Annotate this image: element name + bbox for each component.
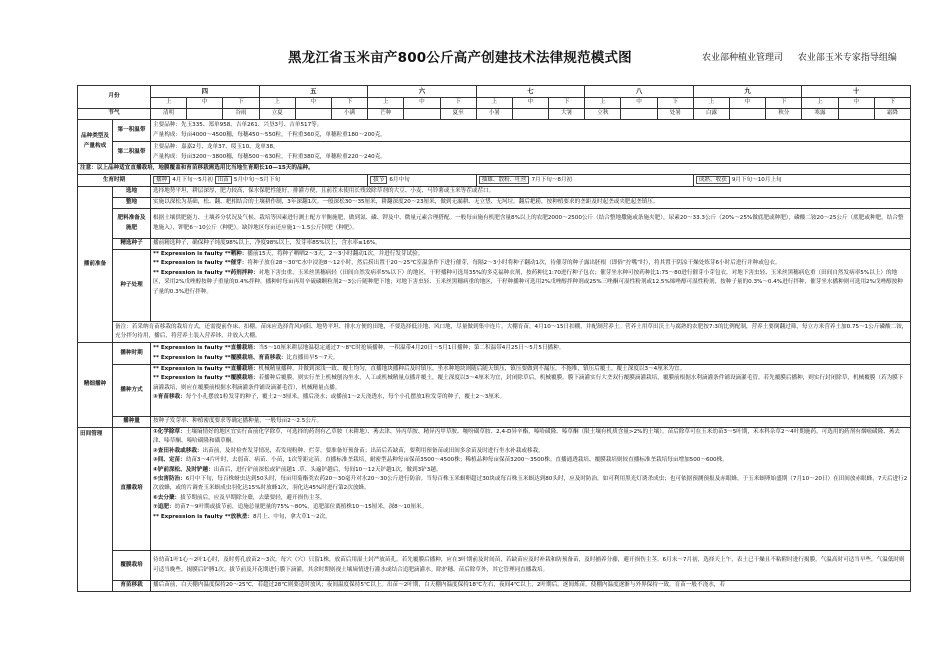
period-header: 生育时期 [78,175,151,187]
select-text: 选择地势平坦，耕层深厚，肥力较高，保水保肥性能好，排灌方便，且前茬未使用长残效除草剂的大豆、小麦、马铃薯或玉米等茬或茬口。 [151,187,911,198]
seed-treat-label: 种子处理 [113,250,151,322]
xun-cell: 下 [331,98,367,109]
zone2-label: 第二积温带 [113,142,151,164]
prep-header: 播前准备 [78,187,113,343]
solar-term [187,109,223,120]
xun-cell: 下 [766,98,802,109]
solar-term: 清明 [151,109,187,120]
xun-cell: 下 [657,98,693,109]
xun-cell: 中 [838,98,874,109]
seedbed-label: 育苗移栽 [113,581,151,592]
direct-label: 直播栽培 [113,428,151,551]
solar-term: 白露 [693,109,729,120]
variety-header: 品种类型及产量构成 [78,120,113,164]
seed-select-label: 精选种子 [113,239,151,250]
xun-cell: 中 [512,98,548,109]
solar-term: 寒露 [802,109,838,120]
zone1-label: 第一积温带 [113,120,151,142]
solar-term [512,109,548,120]
period-harvest: 成熟、收获 [696,176,730,184]
period-sowing: 播种 [153,176,170,184]
technical-pattern-table [77,85,911,592]
fert-label: 肥料准备及施肥 [113,209,151,239]
period-tasseling-cell [476,175,693,187]
solar-term: 处暑 [657,109,693,120]
xun-cell: 中 [295,98,331,109]
xun-cell: 中 [621,98,657,109]
solar-term: 立秋 [585,109,621,120]
fert-text: 根据土壤供肥能力、土壤养分状况及气候、栽培等因素进行测土配方平衡施肥，做到氮、磷、钾及中、微量元素合理搭配。一般每亩施有机肥含量8%以上的农肥2000～2500公斤（结合整地撒施或条施夹肥），尿素20～33.3公斤（20%～25%做底肥或种肥），磷酸二铵20～25公斤（底肥或种肥，结合整地施入），钾肥6～10公斤（种肥）。缺锌地区每亩还应施1～1.5公斤锌肥（种肥）。 [151,209,911,239]
prep-note: 备注：若采纳育苗移栽的栽培方式，还需提前作床、扣棚。苗床应选择背风向阳、地势平坦、排水方便的田地，不要选择低洼地、风口地，尽量做到集中连片。大棚育苗，4月10～15日扣棚，并配制营养土。营养土用草田沃土与腐熟的农肥按7:3的比例配制，营养土要倒翻过筛，每立方米营养土加0.75～1公斤磷酸二铵，充分拌匀待用，播后，将营养土装入营养钵，并放入大棚。 [113,322,911,343]
solar-term: 芒种 [368,109,404,120]
land-text: 实施以深松为基础，松、翻、耙相结合的土壤耕作制，3年深翻1次。一般深松30～35厘米，耕翻深度20～23厘米，做到无漏耕、无立垡、无坷垃。翻后耙耢，按种植要求的垄距及时起垄或夹肥起垄镇压。 [151,198,911,209]
zone2-content [151,142,911,164]
zone1-yield: 产量构成：每亩4000～4500穗，每穗450～550粒，千粒重360克，单穗粒重180～200克。 [153,131,386,138]
solar-term [404,109,440,120]
xun-cell: 上 [585,98,621,109]
xun-cell: 上 [693,98,729,109]
xun-cell: 上 [151,98,187,109]
solar-term: 小满 [331,109,367,120]
solar-term: 夏至 [440,109,476,120]
seed-treat-item: ** Expression is faulty **晒种：播前15天，将种子晒晒2～3天，2～3小时翻动1次，并进行发芽试验。 [153,251,424,257]
xun-cell: 中 [404,98,440,109]
solar-term: 小暑 [476,109,512,120]
zone1-content [151,120,911,142]
field-header: 田间管理 [78,428,113,592]
xun-cell: 下 [549,98,585,109]
month-7: 七 [476,86,585,98]
month-10: 十 [802,86,911,98]
solar-term: 大暑 [549,109,585,120]
period-harvest-time: 9月下旬～10月上旬 [731,176,782,183]
month-header: 月份 [78,86,151,109]
land-label: 整地 [113,198,151,209]
xun-cell: 下 [440,98,476,109]
xun-cell: 中 [187,98,223,109]
film-label: 覆膜栽培 [113,551,151,581]
solar-term-header: 节气 [78,109,151,120]
month-4: 四 [151,86,260,98]
period-jointing-cell [368,175,477,187]
period-sowing-emergence [151,175,368,187]
solar-term: 霜降 [874,109,910,120]
month-8: 八 [585,86,694,98]
xun-cell: 上 [802,98,838,109]
sow-time-label: 播种时期 [113,343,151,365]
xun-cell: 上 [259,98,295,109]
solar-term [621,109,657,120]
seed-select-text: 播前精选种子，确保种子纯度98%以上，净度98%以上，发芽率85%以上，含水率≤16%。 [151,239,911,250]
period-emergence: 出苗 [215,176,232,184]
period-tasseling: 抽雄、散粉、吐丝 [479,176,530,184]
solar-term [295,109,331,120]
period-jointing-time: 6月中旬 [389,176,410,183]
seed-treat-item: ** Expression is faulty **催芽：将种子放在28～30℃水中浸泡8～12小时，然后捞出置于20～25℃室温条件下进行催芽，每隔2～3小时将种子翻动1次，待催芽的种子露出胚根（即俗“拧嘴”时），将其置于阴凉干燥处炼芽6小时后进行并种或包衣。 [153,260,781,267]
period-jointing: 拔节 [370,176,387,184]
xun-cell: 中 [730,98,766,109]
solar-term: 立夏 [259,109,295,120]
page-title: 黑龙江省玉米亩产800公斤高产创建技术法律规范模式图 [288,50,632,66]
month-5: 五 [259,86,368,98]
xun-cell: 上 [368,98,404,109]
select-label: 选地 [113,187,151,198]
sow-amount-text: 按种子发芽率、种植密度要求等确定播种量，一般每亩2～2.5公斤。 [151,417,911,428]
sow-way-content: ** Expression is faulty **直播栽培：机械精量播种，并做到深浅一致、覆土均匀，直播地块播种后及时镇压，坐水种地块则随后随天镇压，镇压要做到不漏压，不拖堆，镇压后覆土，覆土深度以3～4厘米为宜。 ** Expression is faulty **覆膜栽培：若播种后覆膜，则实行垄上机械刨沟坐水，人工或机械精量点播并覆土，覆土深度以3～4厘米为宜，封闭除草后，机械覆膜。膜下滴灌实行大垄双行覆膜滴灌栽培，覆膜前根据水利滴灌条件铺设滴灌毛管。若先覆膜后播种，则实行封闭除草，机械覆膜（若为膜下滴灌栽培，则应在覆膜前根据水利滴灌条件铺设滴灌毛管），机械精量点播。 ③育苗移栽：每个小孔摆放1粒发芽的种子，覆土2～3厘米，播后浇水；或播前1～2天浇透水，每个小孔摆放1粒发芽的种子，覆土2～3厘米。 [151,365,911,417]
sow-header: 精细播种 [78,343,113,428]
zone2-varieties: 主要品种：嘉嘉2号、龙单37、绥玉10、龙单38。 [153,144,279,151]
publisher-org-1: 农业部种植业管理司 [702,53,784,63]
direct-content: ①化学除草：土壤墒情好的地区宜实行苗前化学除草，可选择的药剂有乙草胺（未耕地）、莠去津、异丙草胺、精异丙甲草胺、噻吩磺草胺、2,4-D异辛酯，嗪哈磺隆、嗪草酮（限土壤有机质含量>2%的土壤）。苗后除草可在玉米幼苗3～5叶期，禾本科杂草2～4叶期施药，可选用的药剂有烟嘧磺隆、莠去津、嗪草酮、嗪哈磺隆和磺草酮。 ②查田补栽或移栽：出苗前，及时检查发芽情况，若发现粉种、烂芽，要准备好预备苗；出苗后若缺苗，要利用预备苗或田间多余苗及时进行坐水补栽或移栽。 ③间、定苗：幼苗3～4片叶时，去弱苗、病苗、小苗，1次等距定苗。直播标准垄栽培，耐密型品种每亩保苗3500～4500株；稀植品种每亩保苗3200～3500株。直播通透栽培、覆膜栽培则较直播标准垄栽培每亩增加500～600株。 ④铲前深松、及时铲趟：出苗后，进行铲前深松或铲前趟1 .草、头遍铲趟后，每间10～12天铲趟1次，做到3铲3趟。 ⑤虫害防治：6月中下旬，每百株蚜虫达到50头时，每亩用菊酯类农药20～30毫升对水20～30公斤进行防治。当每百株玉米螟卵超过30块或每百株玉米螟达到80头时，应及时防治。如可利用黑光灯诱杀成虫；也可依据预测预报及赤眼蜂，于玉米螟卵始盛期（7月10～20日）在田间放赤眼蜂，7天后进行2次放蜂，或的片调查玉米螟成虫羽化达15%时放蜂1次，羽化达45%时进行第2次放蜂。 ⑥去分蘖：拔节期前后，应及早期除分蘖，去蘖要轻，避开损伤主茎。 ⑦追肥：幼苗7～9叶期或拔节前，追施总量肥量的75%～80%，追肥部位离植株10～15厘米，深8～10厘米。 ** Expression is faulty **放秋垄：8月上、中旬，拿大草1～2次。 [151,428,911,551]
seedbed-text: 播后苗前，白天棚内温度保持20～25℃，若超过28℃则要适时放风；夜间温度保持5℃以上。出苗～2叶期，白天棚内温度保持18℃左右，夜间4℃以上，2叶期后，逐间炼苗，使棚内温度逐渐与外界保持一致。育苗一般不浇水，若 [151,581,911,592]
period-emergence-time: 5月中旬～5月下旬 [233,176,281,183]
xun-cell: 上 [476,98,512,109]
solar-term [730,109,766,120]
period-harvest-cell [693,175,910,187]
publisher [702,50,897,63]
film-text: 待幼苗1叶1心～2叶1心时，及时剪孔放苗2～3次，每穴（穴）只留1株，放苗后用湿土封严放苗孔。若先覆膜后播种，应在3叶期前及时间苗，若缺苗应及时补栽和防预备苗，及时捕养分藤，避开损伤主茎。6月末～7月初，选择天上午，表土已干燥且不粘附时进行揭膜，气温高时可适当早些，气温低时则可适当晚些，揭膜后铲膊1次。拔节前及开花期进行膜下滴灌，其余时期则视土壤墒情进行灌水或结合追肥滴灌水。除护穗、苗后除草外，其它管理同直播栽培。 [151,551,911,581]
period-tasseling-time: 7月下旬～8月初 [531,176,573,183]
solar-term: 秋分 [766,109,802,120]
zone2-yield: 产量构成：每亩3200～3800穗，每穗500～630粒，千粒重380克，单穗粒重220～240克。 [153,153,386,160]
xun-cell: 下 [874,98,910,109]
solar-term [838,109,874,120]
publisher-org-2: 农业部玉米专家指导组编 [797,53,897,63]
seed-treat-item: ** Expression is faulty **药剂拌种：对地下害虫重、玉米丝黑穗病轻（田间自然发病率5%以下）的地区，干籽播种可选用35%的多克福种衣剂，按药种比1:70进行种子包衣；催芽坐水种可按药种比1:75～80进行催芽小芽包衣。对地下害虫轻、玉米丝黑穗病危重（田间自然发病率5%以上）的地区，采用2%戊唑醇按种子重量的0.4%拌种，播种时每亩再用辛硫磷颗粒剂2～3公斤随种肥下地；对地下害虫轻、玉米丝黑穗病重的地区，干籽种播种可选用2%戊唑醇拌种剂或25%三唑酮可湿性粉剂或12.5%烯唑醇可湿性粉剂，按种子量的0.3%～0.4%进行拌种，催芽坐水播种则可选用2%戊唑醇按种子量的0.3%进行拌种。 [153,269,903,295]
period-sowing-time: 4月下旬～5月初 [172,176,213,183]
month-9: 九 [693,86,802,98]
solar-term: 谷雨 [223,109,259,120]
seed-treat-content [151,250,911,322]
zone1-varieties: 主要品种：先玉335、郑单958、吉单261、兴垦3号、吉单517等。 [153,122,323,129]
sow-time-content: ** Expression is faulty **直播栽培：当5～10厘米耕层地温稳定通过7～8℃时抢墒播种。一积温带4月20日～5月1日播种；第二积温带4月25日～5月5日播种。 ** Expression is faulty **覆膜栽培、育苗移栽：比直播田早5～7天。 [151,343,911,365]
sow-way-label: 播种方式 [113,365,151,417]
xun-cell: 下 [223,98,259,109]
month-6: 六 [368,86,477,98]
sow-amount-label: 播种量 [113,417,151,428]
variety-note: 注意：以上品种适宜直播栽培，地膜覆盖和育苗移栽需选用比当地生育期长10—15天的品种。 [78,164,911,175]
